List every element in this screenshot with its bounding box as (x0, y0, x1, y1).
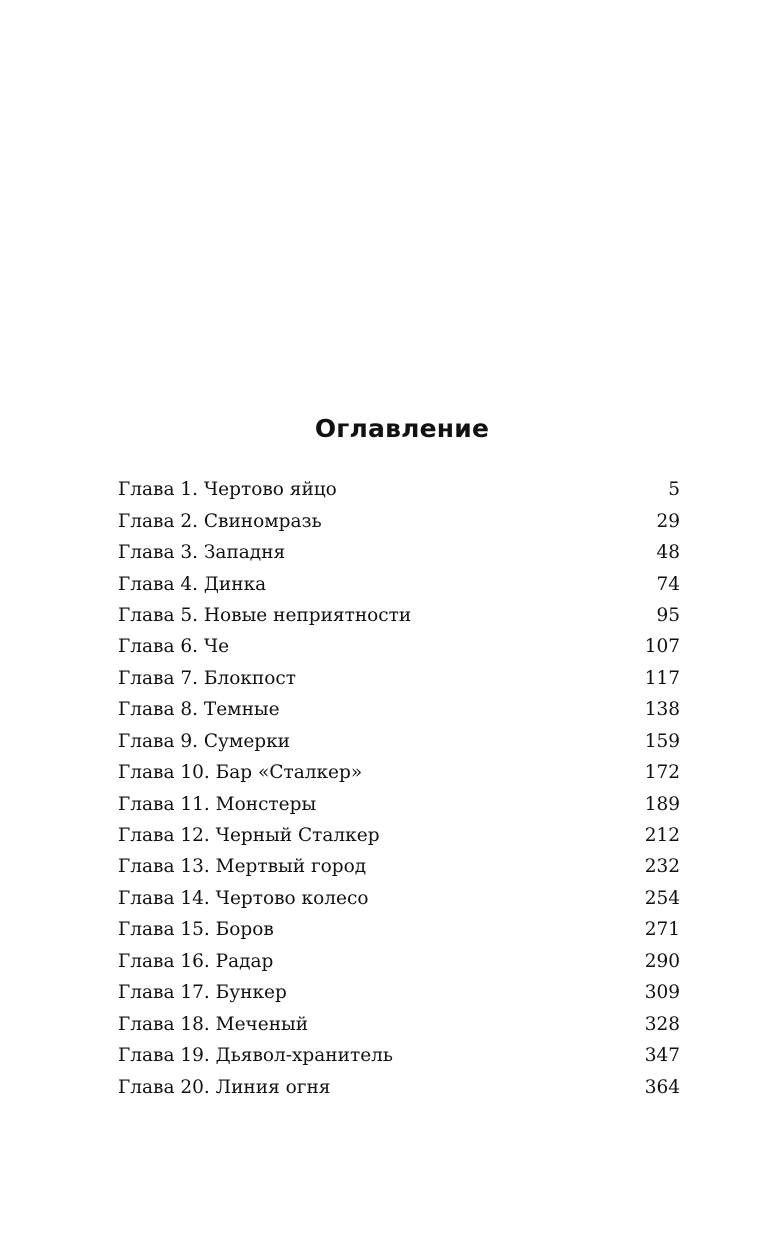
page-number: 189 (644, 793, 680, 815)
dot-leader (284, 699, 642, 721)
dot-leader (320, 793, 642, 815)
toc-entry (118, 757, 680, 788)
chapter-title: Глава 9. Сумерки (118, 730, 291, 752)
dot-leader (415, 604, 653, 626)
toc-entry (118, 883, 680, 914)
toc-entry (118, 537, 680, 568)
dot-leader (312, 1013, 642, 1035)
toc-entry (118, 946, 680, 977)
toc-entry (118, 851, 680, 882)
toc-entry (118, 1008, 680, 1039)
toc-entry (118, 631, 680, 662)
page-number: 172 (644, 762, 680, 784)
chapter-title: Глава 4. Динка (118, 573, 267, 595)
toc-entry (118, 600, 680, 631)
chapter-title: Глава 18. Меченый (118, 1013, 309, 1035)
page-number: 74 (656, 573, 680, 595)
toc-entry (118, 788, 680, 819)
chapter-title: Глава 2. Свиномразь (118, 510, 322, 532)
page-number: 159 (644, 730, 680, 752)
toc-entry (118, 977, 680, 1008)
page-number: 107 (644, 636, 680, 658)
dot-leader (277, 950, 641, 972)
dot-leader (233, 636, 642, 658)
dot-leader (278, 919, 642, 941)
page-number: 5 (668, 479, 680, 501)
chapter-title: Глава 16. Радар (118, 950, 274, 972)
dot-leader (370, 856, 642, 878)
dot-leader (384, 825, 642, 847)
page-number: 48 (656, 542, 680, 564)
toc-entry (118, 663, 680, 694)
page-number: 271 (644, 919, 680, 941)
page-number: 95 (656, 604, 680, 626)
chapter-title: Глава 12. Черный Сталкер (118, 825, 380, 847)
page-number: 290 (644, 950, 680, 972)
dot-leader (334, 1076, 641, 1098)
chapter-title: Глава 7. Блокпост (118, 667, 296, 689)
chapter-title: Глава 1. Чертово яйцо (118, 479, 337, 501)
chapter-title: Глава 19. Дьявол-хранитель (118, 1045, 393, 1067)
toc-entry (118, 474, 680, 505)
page-number: 138 (644, 699, 680, 721)
page-number: 364 (644, 1076, 680, 1098)
dot-leader (270, 573, 653, 595)
dot-leader (366, 762, 642, 784)
chapter-title: Глава 11. Монстеры (118, 793, 317, 815)
toc-entry (118, 820, 680, 851)
page-number: 328 (644, 1013, 680, 1035)
dot-leader (294, 730, 642, 752)
chapter-title: Глава 8. Темные (118, 699, 280, 721)
chapter-title: Глава 3. Западня (118, 542, 286, 564)
chapter-title: Глава 6. Че (118, 636, 230, 658)
page-number: 212 (644, 825, 680, 847)
chapter-title: Глава 17. Бункер (118, 982, 287, 1004)
chapter-title: Глава 13. Мертвый город (118, 856, 367, 878)
dot-leader (397, 1045, 642, 1067)
dot-leader (291, 982, 642, 1004)
dot-leader (289, 542, 653, 564)
chapter-title: Глава 15. Боров (118, 919, 274, 941)
chapter-title: Глава 10. Бар «Сталкер» (118, 762, 363, 784)
toc-entry (118, 1071, 680, 1102)
page-number: 254 (644, 887, 680, 909)
page-title: Оглавление (314, 414, 490, 443)
toc-entry (118, 1040, 680, 1071)
toc-entry (118, 505, 680, 536)
dot-leader (372, 887, 641, 909)
toc-entry (118, 568, 680, 599)
chapter-title: Глава 14. Чертово колесо (118, 887, 369, 909)
dot-leader (341, 479, 665, 501)
page-number: 347 (644, 1045, 680, 1067)
chapter-title: Глава 20. Линия огня (118, 1076, 331, 1098)
toc-entry (118, 694, 680, 725)
table-of-contents (118, 474, 680, 1103)
chapter-title: Глава 5. Новые неприятности (118, 604, 412, 626)
page-number: 309 (644, 982, 680, 1004)
toc-entry (118, 726, 680, 757)
page-number: 232 (644, 856, 680, 878)
page-number: 29 (656, 510, 680, 532)
toc-entry (118, 914, 680, 945)
dot-leader (300, 667, 642, 689)
dot-leader (326, 510, 654, 532)
page-number: 117 (644, 667, 680, 689)
